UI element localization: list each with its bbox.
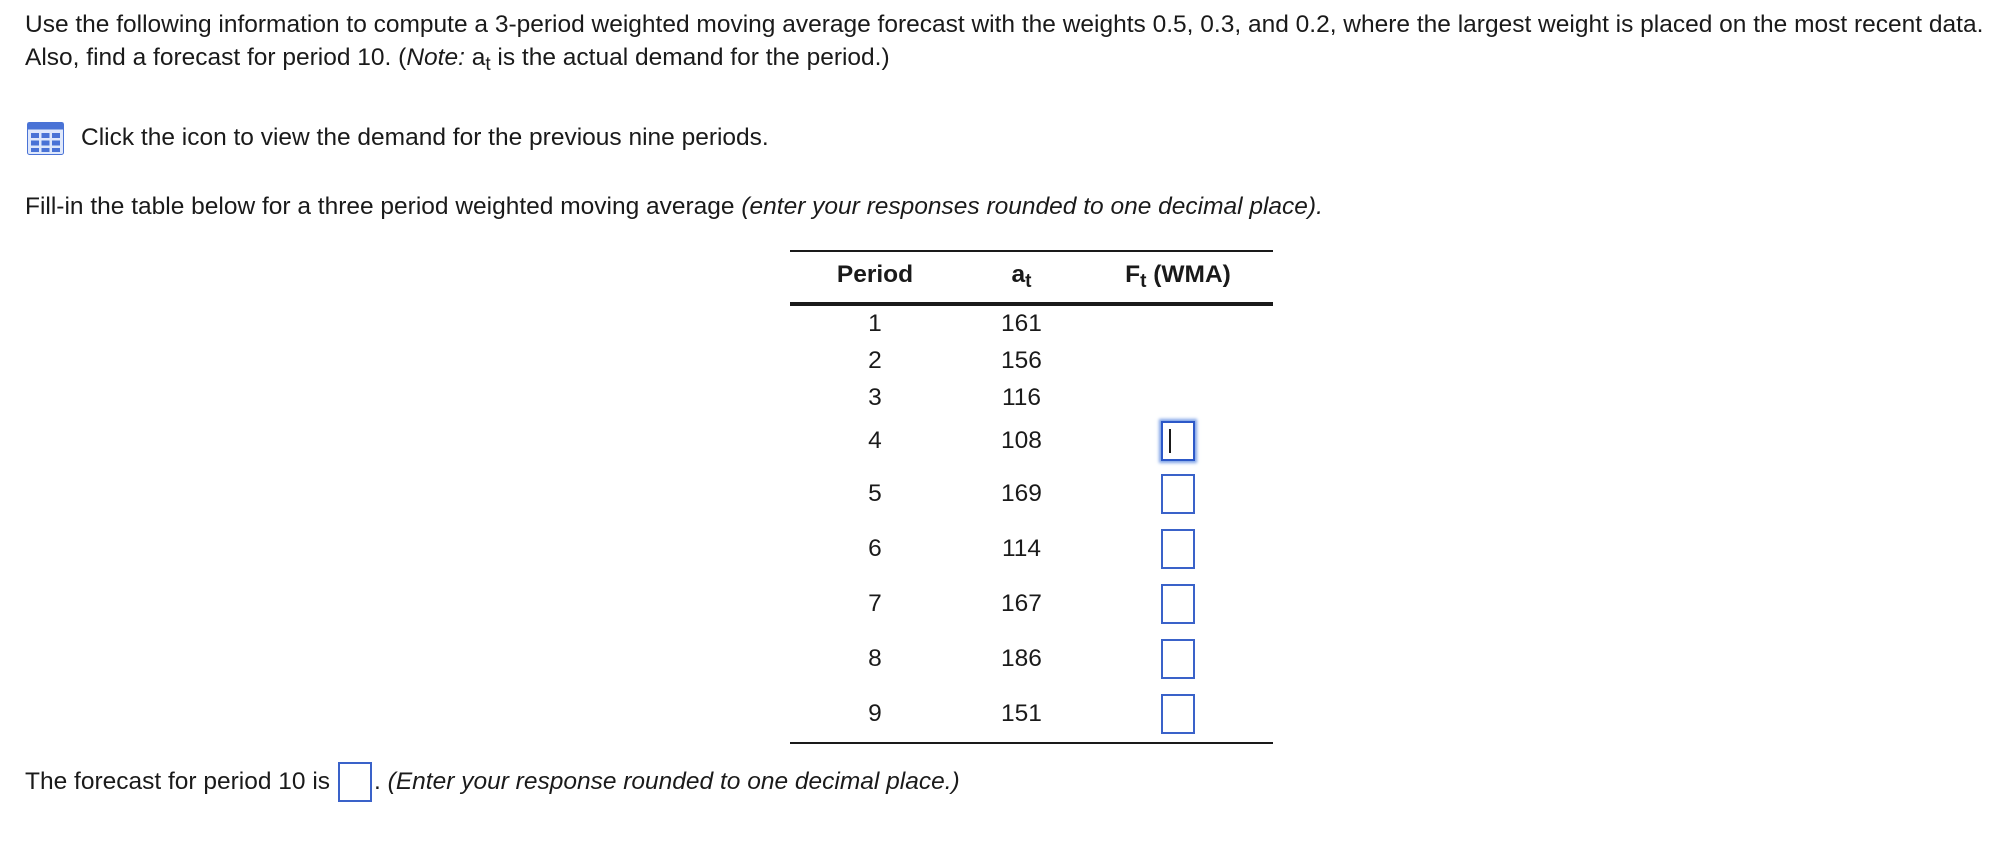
table-row — [790, 342, 1273, 379]
period-cell: 4 — [868, 427, 882, 454]
forecast-cell — [1083, 416, 1273, 466]
table-row — [790, 686, 1273, 743]
table-row — [790, 631, 1273, 686]
period-cell: 5 — [868, 479, 882, 507]
instruction-main: Fill-in the table below for a three period weighted moving average — [25, 193, 742, 220]
data-info-row — [27, 120, 769, 156]
instruction-italic: (enter your responses rounded to one decimal place). — [741, 193, 1323, 220]
forecast-input-period-9[interactable] — [1161, 694, 1195, 734]
question-text — [25, 8, 1990, 74]
forecast-input-period-6[interactable] — [1161, 529, 1195, 569]
instruction-text — [25, 190, 1323, 224]
note-variable: a — [471, 44, 486, 71]
info-text: Click the icon to view the demand for the previous nine periods. — [81, 124, 769, 151]
forecast-input-period-8[interactable] — [1161, 639, 1195, 679]
actual-cell: 114 — [1001, 534, 1042, 562]
forecast-input-period-5[interactable] — [1161, 474, 1195, 514]
table-row — [790, 416, 1273, 466]
table-header-row — [790, 251, 1273, 304]
actual-cell: 108 — [1001, 427, 1042, 454]
forecast-cell — [1083, 466, 1273, 521]
period-10-forecast-input[interactable] — [338, 762, 372, 802]
period-cell: 7 — [868, 589, 882, 617]
period-10-prefix: The forecast for period 10 is — [25, 768, 331, 795]
forecast-cell — [1083, 576, 1273, 631]
actual-cell: 161 — [1001, 310, 1042, 337]
period-cell: 9 — [790, 686, 960, 743]
note-label: Note: — [406, 44, 465, 71]
table-row — [790, 304, 1273, 342]
wma-table — [790, 250, 1273, 744]
forecast-cell — [1083, 631, 1273, 686]
actual-cell: 116 — [1001, 383, 1042, 411]
header-period: Period — [790, 251, 960, 304]
table-row — [790, 521, 1273, 576]
period-10-suffix: . — [374, 768, 381, 795]
period-cell: 3 — [868, 383, 882, 411]
actual-cell: 151 — [960, 686, 1083, 743]
actual-cell: 156 — [1001, 346, 1042, 374]
table-row — [790, 576, 1273, 631]
actual-cell: 167 — [1001, 589, 1042, 617]
period-10-forecast-line — [25, 760, 960, 804]
period-cell: 8 — [868, 644, 882, 672]
forecast-cell — [1083, 379, 1273, 416]
header-forecast: $F_t$ (WMA) — [1083, 251, 1273, 304]
table-row — [790, 379, 1273, 416]
forecast-cell — [1083, 304, 1273, 342]
period-10-rounding-note: (Enter your response rounded to one decimal place.) — [380, 768, 960, 795]
forecast-cell — [1083, 686, 1273, 743]
question-part1: Use the following information to compute a 3-period weighted moving average forecast with the weights 0.5, 0.3, and 0.2, where the largest weight is placed on the most recent data. Also, find a forecast for period 10. ( — [25, 11, 1984, 71]
table-grid-icon[interactable] — [27, 122, 64, 155]
question-part2: is the actual demand for the period.) — [490, 44, 890, 71]
actual-cell: 186 — [1001, 644, 1042, 672]
note-subscript: t — [485, 54, 491, 75]
period-cell: 6 — [868, 534, 882, 562]
forecast-cell — [1083, 342, 1273, 379]
actual-cell: 169 — [1001, 479, 1042, 507]
forecast-input-period-4[interactable] — [1161, 421, 1195, 461]
period-cell: 2 — [868, 346, 882, 374]
period-cell: 1 — [868, 310, 882, 337]
header-actual: $a_t$ — [960, 251, 1083, 304]
table-row — [790, 466, 1273, 521]
forecast-input-period-7[interactable] — [1161, 584, 1195, 624]
forecast-cell — [1083, 521, 1273, 576]
